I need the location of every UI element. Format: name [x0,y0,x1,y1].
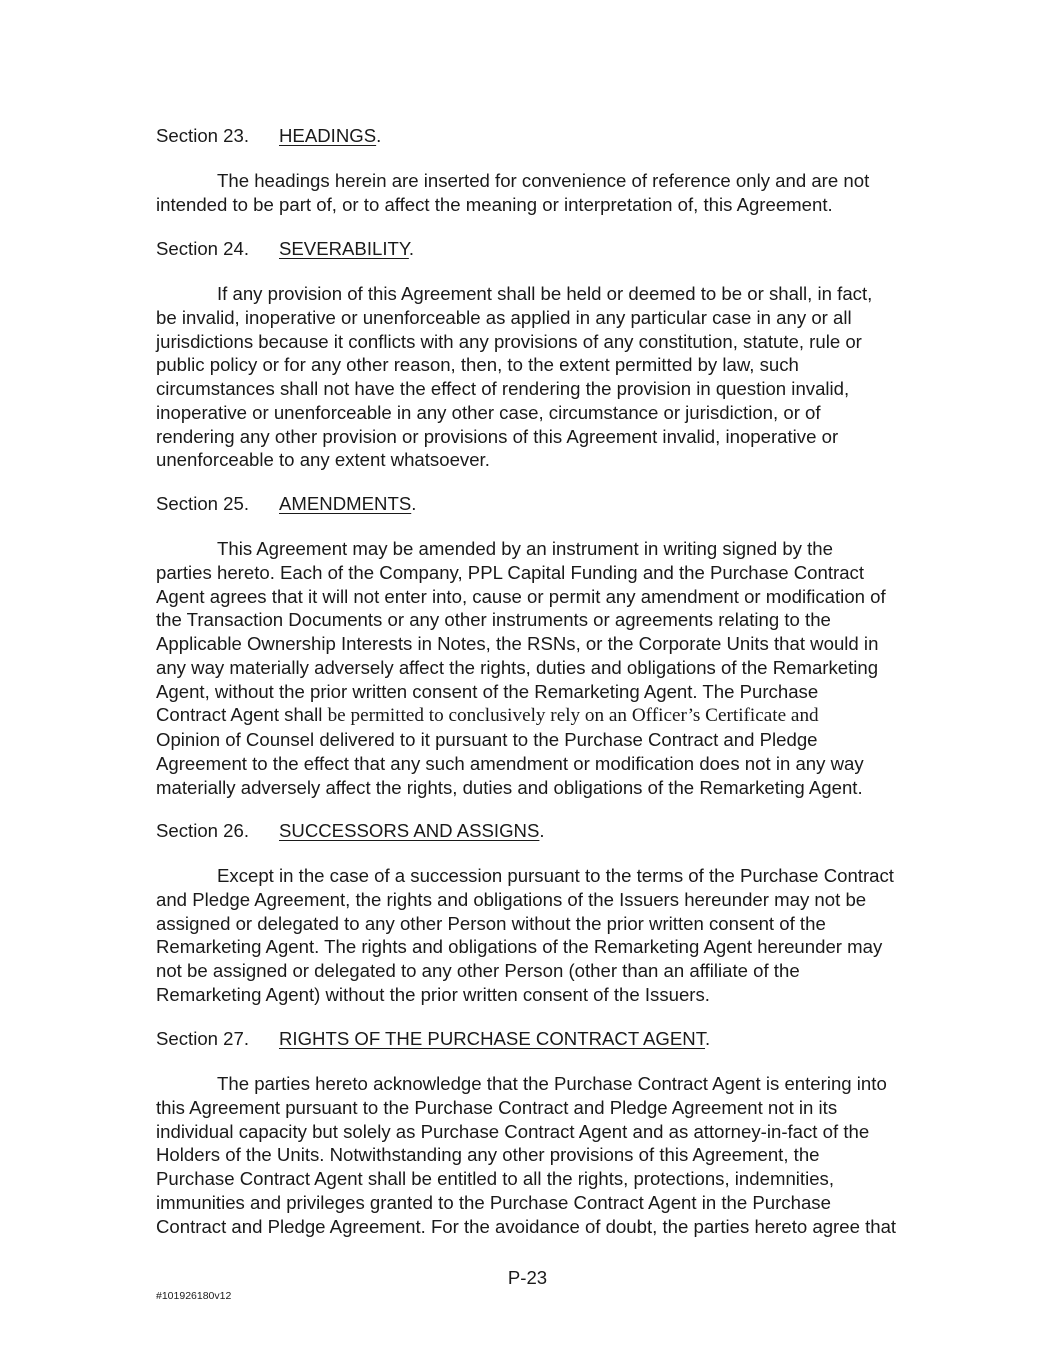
section-title: SUCCESSORS AND ASSIGNS [279,820,540,841]
paragraph-line: Opinion of Counsel delivered to it pursuant to the Purchase Contract and Pledge [156,729,818,750]
paragraph-line: Agent agrees that it will not enter into, cause or permit any amendment or modification of [156,585,886,607]
section-26-paragraph [156,864,916,1007]
paragraph-line: unenforceable to any extent whatsoever. [156,449,490,471]
paragraph-line: be invalid, inoperative or unenforceable as applied in any particular case in any or all [156,306,852,328]
paragraph-line: Agent, without the prior written consent of the Remarketing Agent. The Purchase [156,680,819,702]
paragraph-line: jurisdictions because it conflicts with any provisions of any constitution, statute, rule or [156,330,862,352]
section-heading-24: Section 24. SEVERABILITY. [156,238,415,259]
paragraph-line: intended to be part of, or to affect the meaning or interpretation of, this Agreement. [156,193,833,215]
line-start: Contract Agent shall [156,704,328,726]
paragraph-line: Holders of the Units. Notwithstanding any other provisions of this Agreement, the [156,1144,820,1166]
section-27-paragraph [156,1072,916,1238]
section-25-paragraph [156,537,916,799]
section-number: Section 27. [156,1028,250,1049]
section-number: Section 25. [156,493,250,514]
paragraph-line: circumstances shall not have the effect of rendering the provision in question invalid, [156,378,850,399]
section-24-paragraph [156,282,916,472]
section-number: Section 26. [156,820,250,841]
section-heading-26: Section 26. SUCCESSORS AND ASSIGNS. [156,820,545,841]
paragraph-line: Remarketing Agent) without the prior written consent of the Issuers. [156,983,710,1005]
paragraph-line: materially adversely affect the rights, duties and obligations of the Remarketing Agent. [156,776,863,798]
page-number: P-23 [507,1267,548,1288]
paragraph-line: and Pledge Agreement, the rights and obligations of the Issuers hereunder may not be [156,888,867,910]
paragraph-line: assigned or delegated to any other Person without the prior written consent of the [156,912,826,934]
section-title: SEVERABILITY [279,238,409,259]
paragraph-line: Applicable Ownership Interests in Notes, the RSNs, or the Corporate Units that would in [156,633,879,654]
paragraph-line: the Transaction Documents or any other instruments or agreements relating to the [156,609,831,631]
serif-fragment: be permitted to conclusively rely on an Officer’s Certificate and [327,705,819,727]
section-number: Section 24. [156,238,250,259]
paragraph-line: not be assigned or delegated to any other Person (other than an affiliate of the [156,960,800,981]
paragraph-line: The headings herein are inserted for convenience of reference only and are not [217,170,870,191]
paragraph-line: rendering any other provision or provisions of this Agreement invalid, inoperative or [156,425,839,447]
paragraph-line: any way materially adversely affect the rights, duties and obligations of the Remarketing [156,656,879,678]
section-23-paragraph [156,169,916,217]
paragraph-line: Except in the case of a succession pursuant to the terms of the Purchase Contract [217,865,894,886]
paragraph-line: individual capacity but solely as Purchase Contract Agent and as attorney-in-fact of the [156,1120,870,1142]
section-title: RIGHTS OF THE PURCHASE CONTRACT AGENT [279,1028,705,1049]
paragraph-line: Contract and Pledge Agreement. For the avoidance of doubt, the parties hereto agree that [156,1215,897,1237]
section-title: AMENDMENTS [279,493,412,514]
section-heading-27: Section 27. RIGHTS OF THE PURCHASE CONTRACT AGENT. [156,1028,711,1049]
paragraph-line-mixed [156,703,916,728]
document-id: #101926180v12 [156,1290,232,1302]
section-title: HEADINGS [279,125,377,146]
paragraph-line: public policy or for any other reason, then, to the extent permitted by law, such [156,354,799,376]
section-heading-25: Section 25. AMENDMENTS. [156,493,417,514]
paragraph-line: this Agreement pursuant to the Purchase Contract and Pledge Agreement not in its [156,1096,838,1118]
paragraph-line: immunities and privileges granted to the Purchase Contract Agent in the Purchase [156,1191,831,1213]
paragraph-line: The parties hereto acknowledge that the Purchase Contract Agent is entering into [217,1073,887,1094]
paragraph-line: This Agreement may be amended by an instrument in writing signed by the [217,538,833,559]
paragraph-line: Agreement to the effect that any such amendment or modification does not in any way [156,752,864,774]
section-number: Section 23. [156,125,250,146]
paragraph-line: inoperative or unenforceable in any other case, circumstance or jurisdiction, or of [156,401,821,423]
paragraph-line: Purchase Contract Agent shall be entitled to all the rights, protections, indemnities, [156,1168,835,1189]
paragraph-line: If any provision of this Agreement shall be held or deemed to be or shall, in fact, [217,283,873,304]
paragraph-line: parties hereto. Each of the Company, PPL Capital Funding and the Purchase Contract [156,561,865,583]
section-heading-23: Section 23. HEADINGS. [156,125,382,146]
paragraph-line: Remarketing Agent. The rights and obligations of the Remarketing Agent hereunder may [156,936,883,958]
